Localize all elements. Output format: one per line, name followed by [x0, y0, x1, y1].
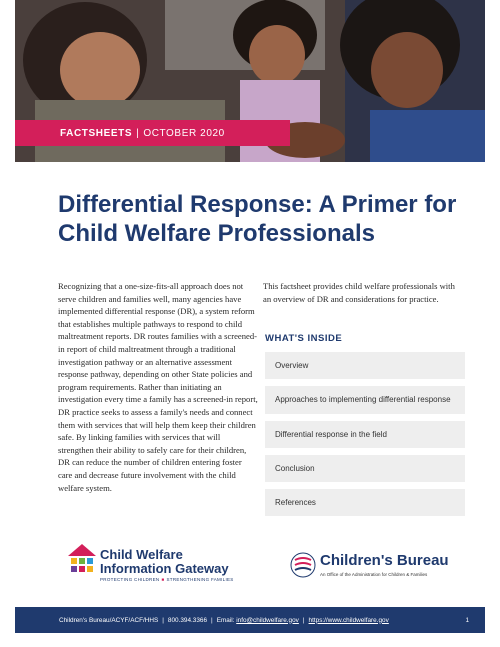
cwig-tag-left: PROTECTING CHILDREN: [100, 577, 160, 582]
overview-paragraph: This factsheet provides child welfare professionals with an overview of DR and considerations for practice.: [263, 281, 455, 304]
factsheet-banner: [15, 120, 290, 146]
bureau-seal-icon: [290, 552, 316, 578]
bullet-icon: ■: [161, 577, 165, 582]
toc-item-overview[interactable]: Overview: [265, 352, 465, 379]
cwig-tagline: [100, 577, 234, 582]
whats-inside-heading: WHAT'S INSIDE: [265, 333, 343, 345]
childrens-bureau-logo: [290, 552, 460, 582]
footer-phone: 800.394.3366: [167, 616, 208, 624]
right-column: [263, 280, 463, 523]
page-number: 1: [465, 616, 469, 624]
intro-paragraph: Recognizing that a one-size-fits-all approach does not serve children and families well, many agencies have implemented differential response (DR), a system reform that establishes multiple pathways to respond to child maltreatment reports. DR routes families with a screened-in report of child maltreatment through a traditional investigation pathway or an alternative assessment response pathway, depending on other State policies and program requirements. Rather than initiating an investigation every time a family has a screened-in report, DR practice seeks to assess a family's needs and connect them with services that will help them keep their children safe. By linking families with services that will strengthen their ability to safely care for their children, DR can reduce the number of children entering foster care and decrease future involvement with the child welfare system.: [58, 281, 258, 493]
footer-bar: [15, 607, 485, 633]
footer-org: Children's Bureau/ACYF/ACF/HHS: [59, 616, 159, 624]
toc-item-conclusion[interactable]: Conclusion: [265, 455, 465, 482]
footer-email-label: Email:: [216, 616, 235, 624]
house-logo-icon: [66, 542, 98, 578]
banner-separator: |: [136, 127, 140, 139]
toc-item-approaches[interactable]: Approaches to implementing differential response: [265, 386, 465, 414]
toc-item-in-the-field[interactable]: Differential response in the field: [265, 421, 465, 448]
cwig-name: Child Welfare Information Gateway: [100, 547, 229, 576]
footer-email-link[interactable]: info@childwelfare.gov: [236, 616, 299, 624]
cwig-tag-right: STRENGTHENING FAMILIES: [166, 577, 234, 582]
cwig-logo: [66, 542, 236, 587]
footer-divider: |: [302, 616, 305, 624]
footer-website-link[interactable]: https://www.childwelfare.gov: [308, 616, 389, 624]
footer-divider: |: [211, 616, 213, 624]
cb-subtitle: An Office of the Administration for Children & Families: [320, 572, 428, 577]
footer-divider: |: [162, 616, 164, 624]
cb-name: Children's Bureau: [320, 552, 449, 569]
whats-inside-list: [263, 352, 463, 516]
banner-label: FACTSHEETS: [60, 127, 133, 139]
banner-date: OCTOBER 2020: [143, 127, 225, 139]
toc-item-references[interactable]: References: [265, 489, 465, 516]
page-title: Differential Response: A Primer for Child Welfare Professionals: [58, 191, 457, 247]
